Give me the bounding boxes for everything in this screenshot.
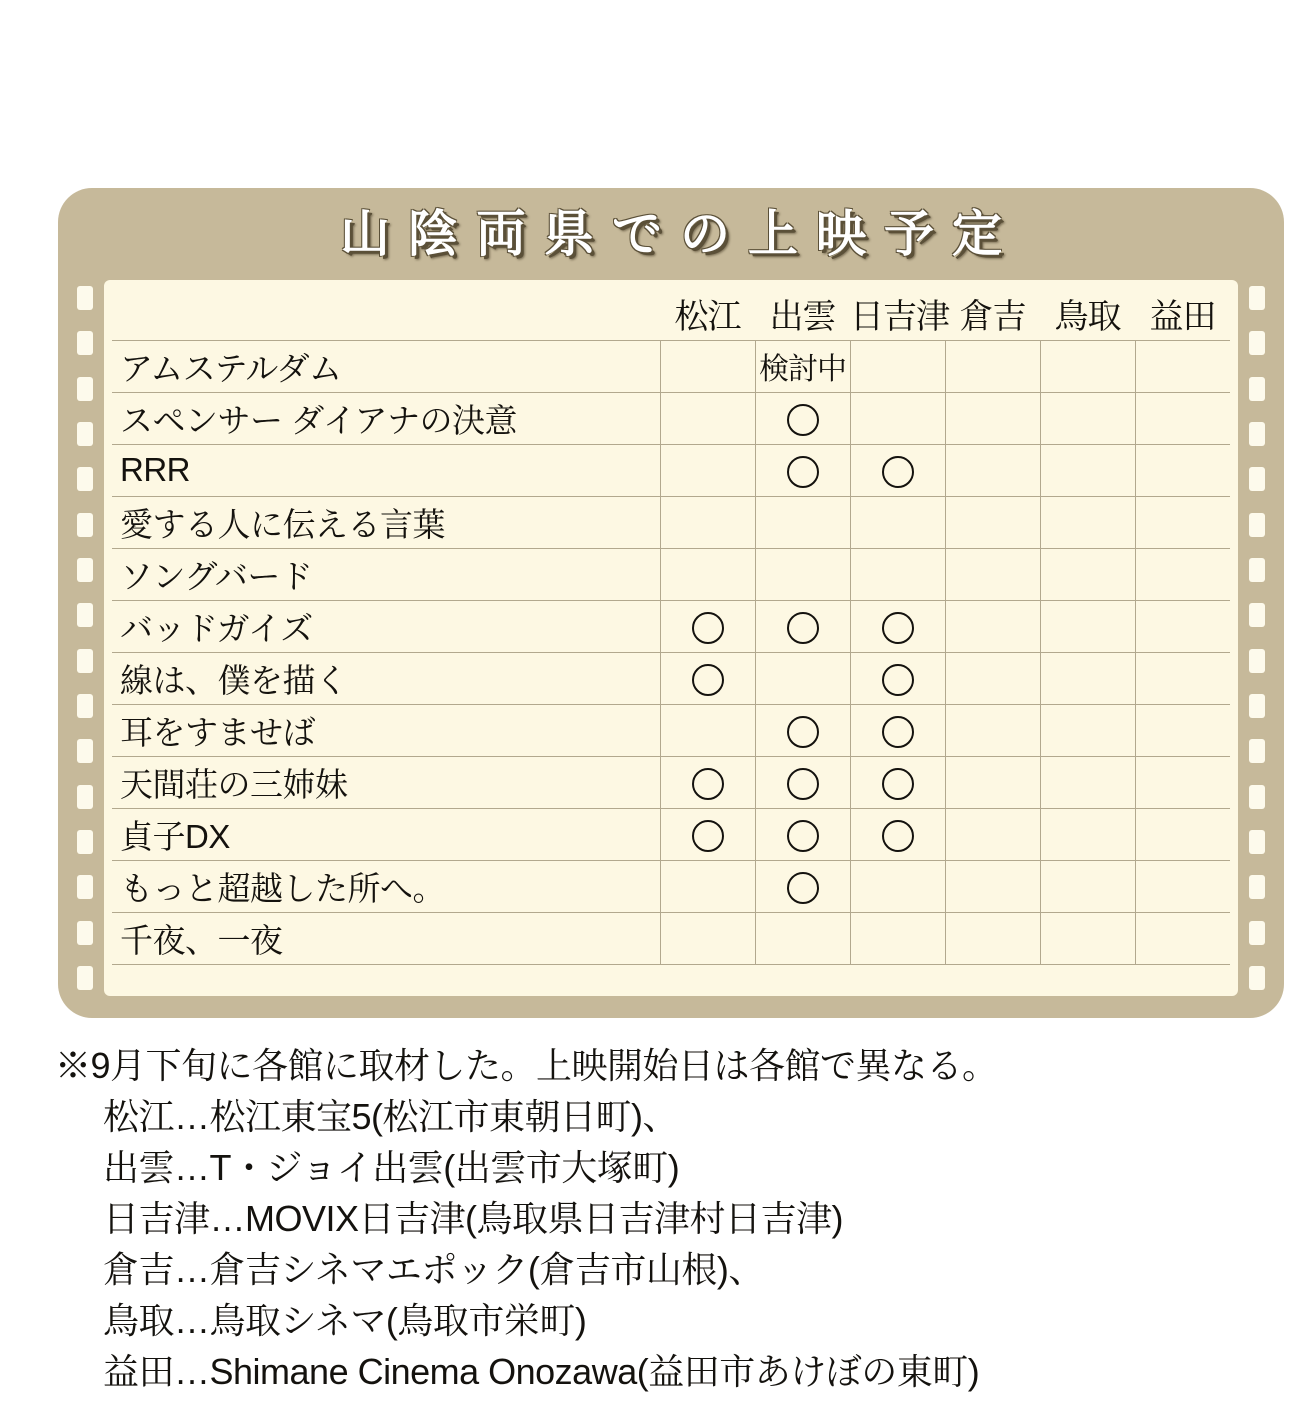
schedule-cell-empty <box>755 496 850 548</box>
schedule-card <box>58 188 1284 1018</box>
schedule-cell-empty <box>1135 496 1230 548</box>
page-title: 山陰両県での上映予定 <box>340 206 1020 262</box>
schedule-cell-empty <box>1040 548 1135 600</box>
schedule-cell-empty <box>945 496 1040 548</box>
schedule-cell-empty <box>1040 860 1135 912</box>
sprocket-hole <box>77 422 93 446</box>
table-row <box>112 756 1230 808</box>
schedule-cell-empty <box>660 548 755 600</box>
schedule-cell-empty <box>1135 444 1230 496</box>
schedule-cell-empty <box>1040 704 1135 756</box>
schedule-cell-empty <box>850 392 945 444</box>
sprocket-hole <box>1249 785 1265 809</box>
footnote-line: 倉吉…倉吉シネマエポック(倉吉市山根)、 <box>103 1249 764 1290</box>
footnotes <box>55 1040 1295 1397</box>
table-row <box>112 392 1230 444</box>
schedule-cell-empty <box>1040 808 1135 860</box>
column-header-kurayoshi: 倉吉 <box>959 297 1026 336</box>
circle-mark-icon <box>692 768 724 800</box>
schedule-cell-empty <box>945 704 1040 756</box>
sprocket-hole <box>1249 921 1265 945</box>
schedule-cell-empty <box>660 392 755 444</box>
circle-mark-icon <box>882 456 914 488</box>
schedule-cell-marked <box>755 444 850 496</box>
sprocket-hole <box>77 467 93 491</box>
sprocket-hole <box>1249 694 1265 718</box>
sprocket-hole <box>77 558 93 582</box>
circle-mark-icon <box>882 768 914 800</box>
sprocket-hole <box>77 694 93 718</box>
schedule-cell-empty <box>1135 808 1230 860</box>
schedule-cell-empty <box>850 912 945 964</box>
schedule-panel <box>104 280 1238 996</box>
table-body <box>112 340 1230 964</box>
sprocket-hole <box>1249 966 1265 990</box>
sprocket-hole <box>77 603 93 627</box>
table-row <box>112 808 1230 860</box>
circle-mark-icon <box>692 664 724 696</box>
circle-mark-icon <box>692 612 724 644</box>
schedule-cell-empty <box>945 600 1040 652</box>
schedule-cell-empty <box>1135 756 1230 808</box>
schedule-cell-marked <box>850 756 945 808</box>
table-row <box>112 860 1230 912</box>
schedule-cell-empty <box>1135 860 1230 912</box>
schedule-cell-empty <box>1040 444 1135 496</box>
sprocket-hole <box>1249 331 1265 355</box>
table-corner-cell <box>112 284 660 340</box>
schedule-cell-empty <box>1135 912 1230 964</box>
schedule-cell-empty <box>850 548 945 600</box>
schedule-cell-empty <box>945 808 1040 860</box>
schedule-cell-empty <box>1040 756 1135 808</box>
table-header <box>112 284 1230 340</box>
schedule-cell-empty <box>755 652 850 704</box>
schedule-cell-empty <box>850 496 945 548</box>
sprocket-hole <box>1249 739 1265 763</box>
circle-mark-icon <box>787 872 819 904</box>
sprocket-hole <box>1249 603 1265 627</box>
schedule-cell-empty <box>755 548 850 600</box>
circle-mark-icon <box>787 768 819 800</box>
schedule-cell-marked <box>755 392 850 444</box>
schedule-cell-empty <box>945 340 1040 392</box>
circle-mark-icon <box>882 820 914 852</box>
footnote-line: 鳥取…鳥取シネマ(鳥取市栄町) <box>103 1300 587 1341</box>
sprocket-hole <box>77 331 93 355</box>
column-header-matsue: 松江 <box>674 297 741 336</box>
schedule-cell-marked <box>660 652 755 704</box>
schedule-cell-empty <box>1040 600 1135 652</box>
movie-title-cell: 千夜、一夜 <box>112 912 660 964</box>
schedule-cell-empty <box>945 756 1040 808</box>
schedule-cell-label: 検討中 <box>759 353 846 386</box>
sprocket-hole <box>77 286 93 310</box>
circle-mark-icon <box>787 820 819 852</box>
sprocket-hole <box>1249 649 1265 673</box>
schedule-cell-empty <box>660 340 755 392</box>
footnote-line: 益田…Shimane Cinema Onozawa(益田市あけぼの東町) <box>103 1351 980 1392</box>
table-row <box>112 600 1230 652</box>
card-title-bar <box>58 188 1284 272</box>
sprocket-hole <box>77 921 93 945</box>
schedule-cell-empty <box>660 704 755 756</box>
sprocket-hole <box>1249 377 1265 401</box>
table-row <box>112 912 1230 964</box>
footnote-line: 日吉津…MOVIX日吉津(鳥取県日吉津村日吉津) <box>103 1198 843 1239</box>
movie-title-cell: アムステルダム <box>112 340 660 392</box>
schedule-cell-marked <box>850 600 945 652</box>
sprocket-hole <box>1249 875 1265 899</box>
schedule-cell-marked <box>755 704 850 756</box>
movie-title-cell: スペンサー ダイアナの決意 <box>112 392 660 444</box>
schedule-cell-empty <box>850 340 945 392</box>
circle-mark-icon <box>787 456 819 488</box>
schedule-cell-empty <box>660 496 755 548</box>
table-row <box>112 444 1230 496</box>
circle-mark-icon <box>787 404 819 436</box>
circle-mark-icon <box>882 716 914 748</box>
schedule-cell-empty <box>1040 652 1135 704</box>
schedule-cell-marked <box>850 704 945 756</box>
schedule-cell-empty <box>1135 548 1230 600</box>
schedule-cell-empty <box>1135 340 1230 392</box>
table-row <box>112 496 1230 548</box>
footnote-line: 松江…松江東宝5(松江市東朝日町)、 <box>103 1096 678 1137</box>
schedule-cell-empty <box>850 860 945 912</box>
circle-mark-icon <box>692 820 724 852</box>
sprocket-hole <box>77 785 93 809</box>
movie-title-cell: RRR <box>112 444 660 496</box>
schedule-cell-empty <box>1040 912 1135 964</box>
column-header-masuda: 益田 <box>1149 297 1216 336</box>
schedule-cell-marked <box>755 600 850 652</box>
table-row <box>112 548 1230 600</box>
table-row <box>112 704 1230 756</box>
film-sprockets-right <box>1244 280 1270 996</box>
schedule-cell-empty <box>660 860 755 912</box>
footnote-line: 出雲…T・ジョイ出雲(出雲市大塚町) <box>103 1147 680 1188</box>
column-header-izumo: 出雲 <box>769 297 836 336</box>
schedule-cell-marked <box>660 600 755 652</box>
schedule-cell-marked <box>660 756 755 808</box>
sprocket-hole <box>77 875 93 899</box>
movie-title-cell: 貞子DX <box>112 808 660 860</box>
schedule-cell-empty <box>945 860 1040 912</box>
schedule-cell-marked <box>755 808 850 860</box>
table-row <box>112 340 1230 392</box>
schedule-cell-empty <box>945 652 1040 704</box>
footnote-line: ※9月下旬に各館に取材した。上映開始日は各館で異なる。 <box>55 1045 998 1086</box>
sprocket-hole <box>77 739 93 763</box>
sprocket-hole <box>1249 513 1265 537</box>
sprocket-hole <box>77 649 93 673</box>
sprocket-hole <box>77 377 93 401</box>
column-header-hiezu: 日吉津 <box>850 297 949 336</box>
column-header-tottori: 鳥取 <box>1054 297 1121 336</box>
schedule-table <box>112 284 1230 965</box>
schedule-cell-empty <box>1135 600 1230 652</box>
table-row <box>112 652 1230 704</box>
circle-mark-icon <box>882 664 914 696</box>
movie-title-cell: ソングバード <box>112 548 660 600</box>
schedule-cell-marked <box>755 860 850 912</box>
sprocket-hole <box>1249 286 1265 310</box>
schedule-cell-empty <box>945 392 1040 444</box>
movie-title-cell: 天間荘の三姉妹 <box>112 756 660 808</box>
schedule-cell-empty <box>755 912 850 964</box>
schedule-cell-empty <box>1040 496 1135 548</box>
schedule-cell-marked <box>850 808 945 860</box>
sprocket-hole <box>77 830 93 854</box>
sprocket-hole <box>1249 830 1265 854</box>
circle-mark-icon <box>787 716 819 748</box>
schedule-cell-empty <box>660 912 755 964</box>
schedule-cell-marked <box>850 444 945 496</box>
schedule-cell-empty <box>1040 340 1135 392</box>
film-sprockets-left <box>72 280 98 996</box>
sprocket-hole <box>1249 467 1265 491</box>
circle-mark-icon <box>787 612 819 644</box>
schedule-cell-empty <box>945 444 1040 496</box>
schedule-cell-empty <box>660 444 755 496</box>
movie-title-cell: もっと超越した所へ。 <box>112 860 660 912</box>
sprocket-hole <box>77 966 93 990</box>
sprocket-hole <box>1249 422 1265 446</box>
schedule-cell-marked <box>755 756 850 808</box>
schedule-cell-empty <box>1135 392 1230 444</box>
movie-title-cell: 耳をすませば <box>112 704 660 756</box>
schedule-cell-empty <box>945 912 1040 964</box>
movie-title-cell: バッドガイズ <box>112 600 660 652</box>
schedule-cell-marked <box>755 340 850 392</box>
schedule-cell-marked <box>850 652 945 704</box>
schedule-cell-empty <box>1135 652 1230 704</box>
table-header-row <box>112 284 1230 340</box>
schedule-cell-marked <box>660 808 755 860</box>
movie-title-cell: 愛する人に伝える言葉 <box>112 496 660 548</box>
sprocket-hole <box>1249 558 1265 582</box>
sprocket-hole <box>77 513 93 537</box>
movie-title-cell: 線は、僕を描く <box>112 652 660 704</box>
schedule-cell-empty <box>1040 392 1135 444</box>
schedule-cell-empty <box>1135 704 1230 756</box>
circle-mark-icon <box>882 612 914 644</box>
schedule-cell-empty <box>945 548 1040 600</box>
